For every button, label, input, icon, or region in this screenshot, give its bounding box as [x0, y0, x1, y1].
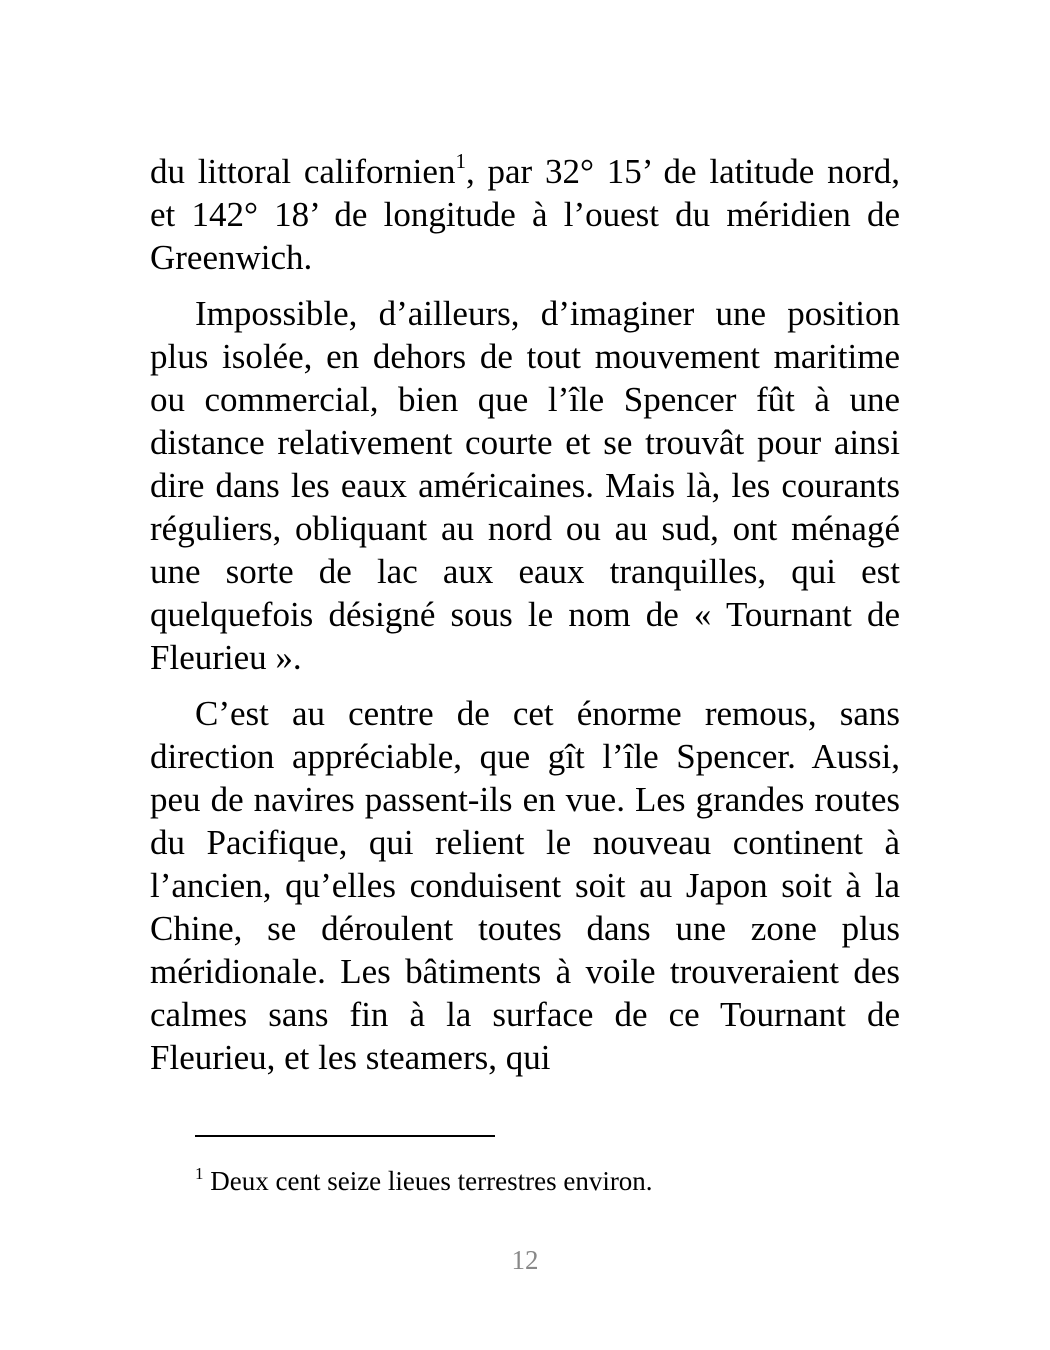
footnote-reference[interactable]: 1 — [455, 149, 466, 173]
paragraph-1-text-end: , par 32° 15’ de latitude nord, et 142° 18’ de longitude à l’ouest du méridien de Greenwich. — [150, 152, 900, 277]
page-body — [150, 150, 900, 1092]
paragraph-1-text-start: du littoral californien — [150, 152, 456, 191]
footnote — [195, 1164, 900, 1198]
paragraph-1 — [150, 150, 900, 279]
page-number: 12 — [511, 1245, 539, 1275]
paragraph-2: Impossible, d’ailleurs, d’imaginer une position plus isolée, en dehors de tout mouvement maritime ou commercial, bien que l’île Spencer fût à une distance relativement courte et se trouvât pour ainsi dire dans les eaux américaines. Mais là, les courants réguliers, obliquant au nord ou au sud, ont ménagé une sorte de lac aux eaux tranquilles, qui est quelquefois désigné sous le nom de « Tournant de Fleurieu ». — [150, 294, 900, 677]
paragraph-3: C’est au centre de cet énorme remous, sans direction appréciable, que gît l’île Spencer. Aussi, peu de navires passent-ils en vue. Les grandes routes du Pacifique, qui relient le nouveau continent à l’ancien, qu’elles conduisent soit au Japon soit à la Chine, se déroulent toutes dans une zone plus méridionale. Les bâtiments à voile trouveraient des calmes sans fin à la surface de ce Tournant de Fleurieu, et les steamers, qui — [150, 694, 900, 1077]
footnote-text: Deux cent seize lieues terrestres environ. — [203, 1166, 653, 1196]
footnote-number: 1 — [195, 1164, 204, 1183]
footnote-separator — [195, 1135, 495, 1137]
